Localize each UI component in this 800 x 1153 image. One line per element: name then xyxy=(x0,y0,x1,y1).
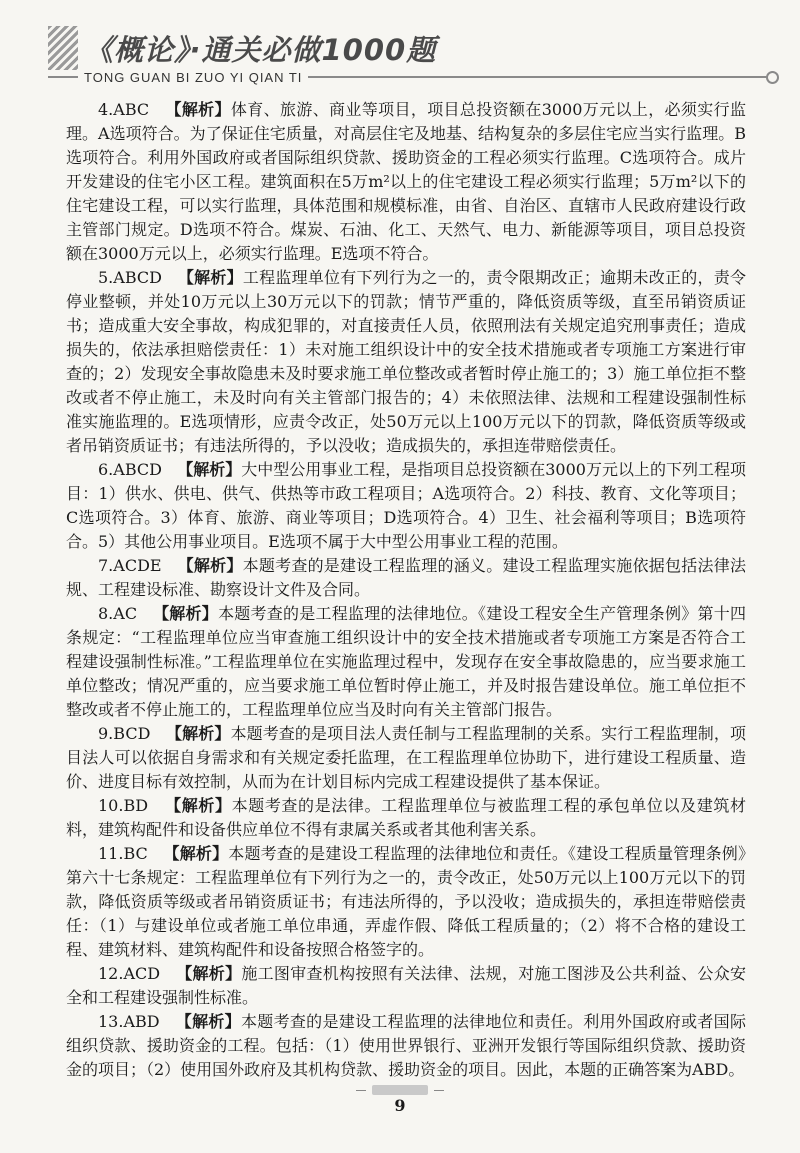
answer-list xyxy=(66,98,746,1082)
analysis-text: 本题考查的是法律。工程监理单位与被监理工程的承包单位以及建筑材料，建筑构配件和设备供应单位不得有隶属关系或者其他利害关系。 xyxy=(66,796,746,839)
analysis-text: 工程监理单位有下列行为之一的，责令限期改正；逾期未改正的，责令停业整顿，并处10万元以上30万元以下的罚款；情节严重的，降低资质等级，直至吊销资质证书；造成重大安全事故，构成犯罪的，对直接责任人员，依照刑法有关规定追究刑事责任；造成损失的，依法承担赔偿责任：1）未对施工组织设计中的安全技术措施或者专项施工方案进行审查的；2）发现安全事故隐患未及时要求施工单位整改或者暂时停止施工的；3）施工单位拒不整改或者不停止施工，未及时向有关主管部门报告的；4）未依照法律、法规和工程建设强制性标准实施监理的。E选项情形，应责令改正，处50万元以上100万元以下的罚款，降低资质等级或者吊销资质证书；有违法所得的，予以没收；造成损失的，承担连带赔偿责任。 xyxy=(66,268,746,455)
analysis-tag: 【解析】 xyxy=(166,724,231,743)
answer-key: 5.ABCD xyxy=(98,268,162,287)
answer-key: 9.BCD xyxy=(98,724,151,743)
header-dot xyxy=(766,71,779,84)
answer-key: 10.BD xyxy=(98,796,149,815)
answer-key: 12.ACD xyxy=(98,964,161,983)
analysis-text: 施工图审查机构按照有关法律、法规，对施工图涉及公共利益、公众安全和工程建设强制性标准。 xyxy=(66,964,746,1007)
page-number: 9 xyxy=(394,1096,406,1115)
header-rule xyxy=(308,76,768,78)
answer-item-13 xyxy=(66,1010,746,1082)
analysis-text: 本题考查的是建设工程监理的法律地位和责任。《建设工程质量管理条例》第六十七条规定：工程监理单位有下列行为之一的，责令改正，处50万元以上100万元以下的罚款，降低资质等级或者吊销资质证书；有违法所得的，予以没收；造成损失的，承担连带赔偿责任：（1）与建设单位或者施工单位串通，弄虚作假、降低工程质量的；（2）将不合格的建设工程、建筑材料、建筑构配件和设备按照合格签字的。 xyxy=(66,844,746,959)
answer-key: 6.ABCD xyxy=(98,460,162,479)
book-subtitle: TONG GUAN BI ZUO YI QIAN TI xyxy=(84,70,303,85)
analysis-tag: 【解析】 xyxy=(177,556,243,575)
answer-item-6 xyxy=(66,458,746,554)
answer-item-9 xyxy=(66,722,746,794)
answer-key: 7.ACDE xyxy=(98,556,162,575)
analysis-tag: 【解析】 xyxy=(177,460,242,479)
analysis-tag: 【解析】 xyxy=(177,268,243,287)
analysis-text: 大中型公用事业工程，是指项目总投资额在3000万元以上的下列工程项目：1）供水、供电、供气、供热等市政工程项目；A选项符合。2）科技、教育、文化等项目；C选项符合。3）体育、旅游、商业等项目；D选项符合。4）卫生、社会福利等项目；B选项符合。5）其他公用事业项目。E选项不属于大中型公用事业工程的范围。 xyxy=(66,460,746,551)
analysis-text: 本题考查的是建设工程监理的法律地位和责任。利用外国政府或者国际组织贷款、援助资金的工程。包括：（1）使用世界银行、亚洲开发银行等国际组织贷款、援助资金的项目；（2）使用国外政府及其机构贷款、援助资金的项目。因此，本题的正确答案为ABD。 xyxy=(66,1012,746,1079)
analysis-tag: 【解析】 xyxy=(176,964,242,983)
analysis-tag: 【解析】 xyxy=(153,604,219,623)
analysis-tag: 【解析】 xyxy=(165,796,232,815)
answer-item-7 xyxy=(66,554,746,602)
answer-item-8 xyxy=(66,602,746,722)
book-title: 《概论》·通关必做1000题 xyxy=(84,33,437,67)
answer-item-5 xyxy=(66,266,746,458)
analysis-tag: 【解析】 xyxy=(165,100,231,119)
analysis-text: 本题考查的是工程监理的法律地位。《建设工程安全生产管理条例》第十四条规定：“工程监理单位应当审查施工组织设计中的安全技术措施或者专项施工方案是否符合工程建设强制性标准。”工程监理单位在实施监理过程中，发现存在安全事故隐患的，应当要求施工单位整改；情况严重的，应当要求施工单位暂时停止施工，并及时报告建设单位。施工单位拒不整改或者不停止施工的，工程监理单位应当及时向有关主管部门报告。 xyxy=(66,604,746,719)
running-header xyxy=(48,22,768,92)
analysis-text: 本题考查的是建设工程监理的涵义。建设工程监理实施依据包括法律法规、工程建设标准、勘察设计文件及合同。 xyxy=(66,556,746,599)
answer-item-11 xyxy=(66,842,746,962)
analysis-text: 体育、旅游、商业等项目，项目总投资额在3000万元以上，必须实行监理。A选项符合。为了保证住宅质量，对高层住宅及地基、结构复杂的多层住宅应当实行监理。B选项符合。利用外国政府或者国际组织贷款、援助资金的工程必须实行监理。C选项符合。成片开发建设的住宅小区工程。建筑面积在5万m²以上的住宅建设工程必须实行监理；5万m²以下的住宅建设工程，可以实行监理，具体范围和规模标准，由省、自治区、直辖市人民政府建设行政主管部门规定。D选项不符合。煤炭、石油、化工、天然气、电力、新能源等项目，项目总投资额在3000万元以上，必须实行监理。E选项不符合。 xyxy=(66,100,746,263)
analysis-tag: 【解析】 xyxy=(175,1012,241,1031)
analysis-tag: 【解析】 xyxy=(163,844,229,863)
answer-key: 4.ABC xyxy=(98,100,150,119)
answer-key: 11.BC xyxy=(98,844,148,863)
answer-key: 8.AC xyxy=(98,604,138,623)
ornament-dash xyxy=(356,1090,366,1091)
ornament-bar xyxy=(372,1085,428,1095)
answer-item-10 xyxy=(66,794,746,842)
header-decoration xyxy=(48,26,78,70)
page-footer xyxy=(0,1082,800,1132)
answer-key: 13.ABD xyxy=(98,1012,160,1031)
header-rule-left xyxy=(48,76,78,78)
ornament-dash xyxy=(434,1090,444,1091)
answer-item-12 xyxy=(66,962,746,1010)
answer-item-4 xyxy=(66,98,746,266)
analysis-text: 本题考查的是项目法人责任制与工程监理制的关系。实行工程监理制，项目法人可以依据自身需求和有关规定委托监理，在工程监理单位协助下，进行建设工程质量、造价、进度目标有效控制，从而为在计划目标内完成工程建设提供了基本保证。 xyxy=(66,724,746,791)
